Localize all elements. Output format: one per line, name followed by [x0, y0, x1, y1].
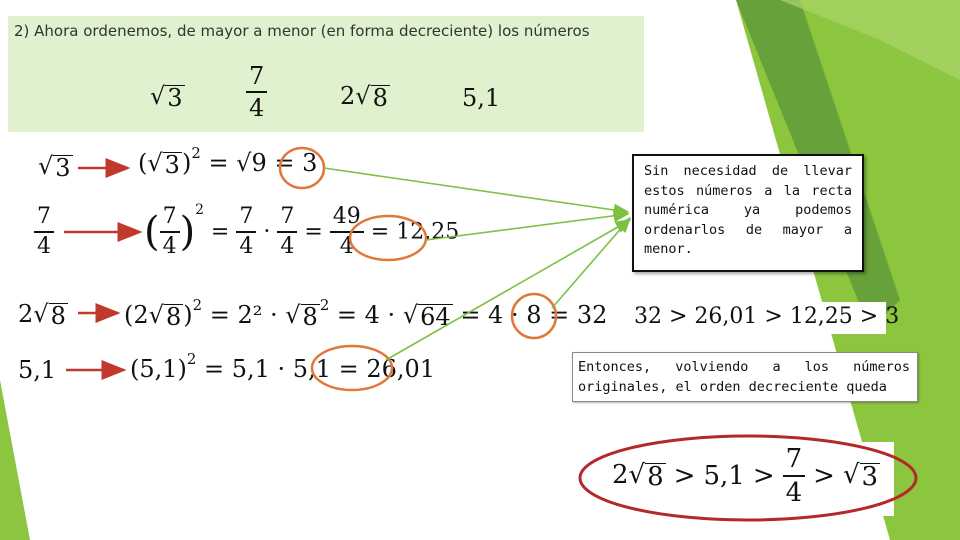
row4-label: 5,1	[18, 356, 57, 384]
header-sqrt3: √ 3	[150, 82, 183, 112]
row3-expression: (2 √ 8 )$^2$ = 2² · √ 8 $^2$ = 4 · √ 64 = 4 · 8 = 32	[124, 296, 608, 331]
instruction-text: 2) Ahora ordenemos, de mayor a menor (en forma decreciente) los números	[14, 22, 590, 40]
row2-label: $\frac{7}{4}$	[34, 206, 54, 258]
row1-expression: ( √ 3 )$^2$ = √9 = 3	[138, 144, 318, 179]
row2-result: 12,25	[396, 219, 460, 245]
row4-result: 26,01	[366, 355, 436, 383]
header-decimal: 5,1	[462, 84, 501, 112]
row4-expression: $(5,1)^2 = 5,1 \cdot 5,1 = 26,01$	[130, 350, 436, 383]
note-text: Sin necesidad de llevar estos números a la recta numérica ya podemos ordenarlos de mayor a menor.	[644, 163, 852, 257]
row3-label: 2 √ 8	[18, 300, 66, 330]
row1-result: 3	[302, 149, 318, 177]
header-fraction: $\frac{7}{4}$	[246, 64, 267, 120]
row3-result: 32	[576, 301, 608, 329]
order-line: 32 > 26,01 > 12,25 > 3	[634, 304, 900, 329]
final-order: 2 √ 8 > 5,1 > $\frac{7}{4}$ > √ 3	[612, 444, 879, 508]
conclusion-text: Entonces, volviendo a los números originales, el orden decreciente queda	[578, 359, 910, 395]
final-order-ellipse	[580, 436, 916, 520]
header-2sqrt8: 2 √ 8	[340, 82, 388, 112]
row2-expression: ( $\frac{7}{4}$ )$^2$ = $\frac{7}{4}$ · $\frac{7}{4}$ = $\frac{49}{4}$ = 12,25	[144, 202, 460, 259]
row1-label: √ 3	[38, 152, 71, 182]
